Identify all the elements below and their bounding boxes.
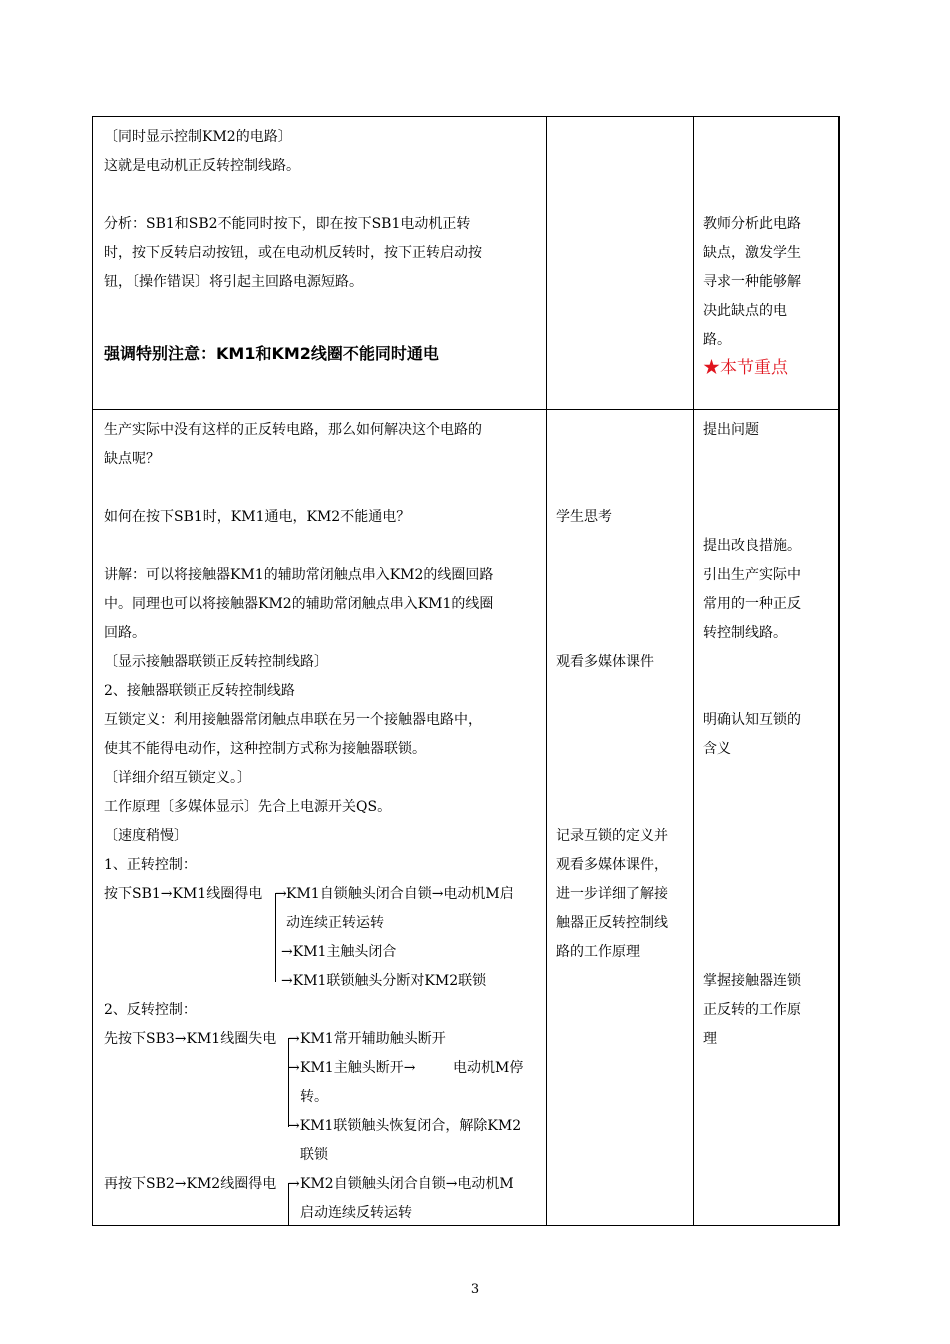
note-line: 引出生产实际中 [703,567,801,583]
note-line: 含义 [703,741,731,757]
branch-bracket [288,1038,289,1127]
activity-line: 路的工作原理 [556,944,640,960]
reverse-control-title: 2、反转控制： [104,1002,197,1018]
activity-line: 触器正反转控制线 [556,915,668,931]
principle-line: 工作原理〔多媒体显示〕先合上电源开关QS。 [104,799,392,815]
question-line: 缺点呢？ [104,451,160,467]
note-line: 路。 [703,332,731,348]
forward-branch-line: 动连续正转运转 [286,915,384,931]
reverse-branch-line: 电动机M停 [453,1060,524,1076]
explanation-line: 〔显示接触器联锁正反转控制线路〕 [104,654,328,670]
reverse-branch-line: KM1主触头断开→ [300,1060,416,1076]
forward-branch-line: →KM1联锁触头分断对KM2联锁 [281,973,487,989]
analysis-line: 时，按下反转启动按钮，或在电动机反转时，按下正转启动按 [104,245,482,261]
note-line: 寻求一种能够解 [703,274,801,290]
table-row [93,117,840,410]
question-line: 如何在按下SB1时，KM1通电，KM2不能通电？ [104,509,411,525]
question-line: 生产实际中没有这样的正反转电路，那么如何解决这个电路的 [104,422,482,438]
text-line: 这就是电动机正反转控制线路。 [104,158,300,174]
reverse-control-start: 先按下SB3→KM1线圈失电 [104,1031,277,1047]
emphasis-note: 强调特别注意：KM1和KM2线圈不能同时通电 [104,344,439,363]
student-activity-cell [547,410,694,1226]
student-activity-cell [547,117,694,410]
branch-arrow: → [288,1060,300,1076]
key-point-label: ★本节重点 [703,358,788,378]
design-intent-cell [694,117,840,410]
explanation-line: 中。同理也可以将接触器KM2的辅助常闭触点串入KM1的线圈 [104,596,494,612]
activity-line: 学生思考 [556,509,612,525]
lesson-plan-table [92,116,840,1226]
branch-arrow: → [288,1176,300,1192]
table-row [93,410,840,1226]
note-line: 常用的一种正反 [703,596,801,612]
branch-arrow: → [288,1031,300,1047]
reverse-branch-line: →KM1联锁触头恢复闭合，解除KM2 [288,1118,522,1134]
reverse-branch-line: 联锁 [300,1147,328,1163]
activity-line: 进一步详细了解接 [556,886,668,902]
teaching-content-cell [93,410,547,1226]
reverse-branch-line: KM1常开辅助触头断开 [300,1031,446,1047]
branch-bracket [275,893,276,982]
definition-line: 〔详细介绍互锁定义。〕 [104,770,251,786]
reverse-branch-line: 启动连续反转运转 [300,1205,412,1221]
definition-line: 互锁定义：利用接触器常闭触点串联在另一个接触器电路中， [104,712,482,728]
forward-control-start: 按下SB1→KM1线圈得电 [104,886,263,902]
principle-line: 〔速度稍慢〕 [104,828,188,844]
definition-line: 使其不能得电动作，这种控制方式称为接触器联锁。 [104,741,426,757]
note-line: 正反转的工作原 [703,1002,801,1018]
reverse-branch-line: 转。 [300,1089,328,1105]
note-line: 提出问题 [703,422,759,438]
note-line: 理 [703,1031,717,1047]
design-intent-cell [694,410,840,1226]
analysis-line: 分析：SB1和SB2不能同时按下，即在按下SB1电动机正转 [104,216,471,232]
note-line: 决此缺点的电 [703,303,787,319]
note-line: 提出改良措施。 [703,538,801,554]
explanation-line: 讲解：可以将接触器KM1的辅助常闭触点串入KM2的线圈回路 [104,567,494,583]
text-line: 〔同时显示控制KM2的电路〕 [104,129,292,145]
forward-control-title: 1、正转控制： [104,857,197,873]
forward-branch-line: KM1自锁触头闭合自锁→电动机M启 [286,886,514,902]
note-line: 掌握接触器连锁 [703,973,801,989]
activity-line: 记录互锁的定义并 [556,828,668,844]
branch-arrow: → [275,886,287,902]
note-line: 转控制线路。 [703,625,787,641]
note-line: 教师分析此电路 [703,216,801,232]
section-heading: 2、接触器联锁正反转控制线路 [104,683,295,699]
reverse-branch-line: KM2自锁触头闭合自锁→电动机M [300,1176,514,1192]
teaching-content-cell [93,117,547,410]
explanation-line: 回路。 [104,625,146,641]
forward-branch-line: →KM1主触头闭合 [281,944,397,960]
note-line: 明确认知互锁的 [703,712,801,728]
analysis-line: 钮，〔操作错误〕将引起主回路电源短路。 [104,274,363,290]
activity-line: 观看多媒体课件， [556,857,668,873]
activity-line: 观看多媒体课件 [556,654,654,670]
page-number: 3 [470,1282,480,1297]
reverse-control-second-start: 再按下SB2→KM2线圈得电 [104,1176,277,1192]
note-line: 缺点，激发学生 [703,245,801,261]
